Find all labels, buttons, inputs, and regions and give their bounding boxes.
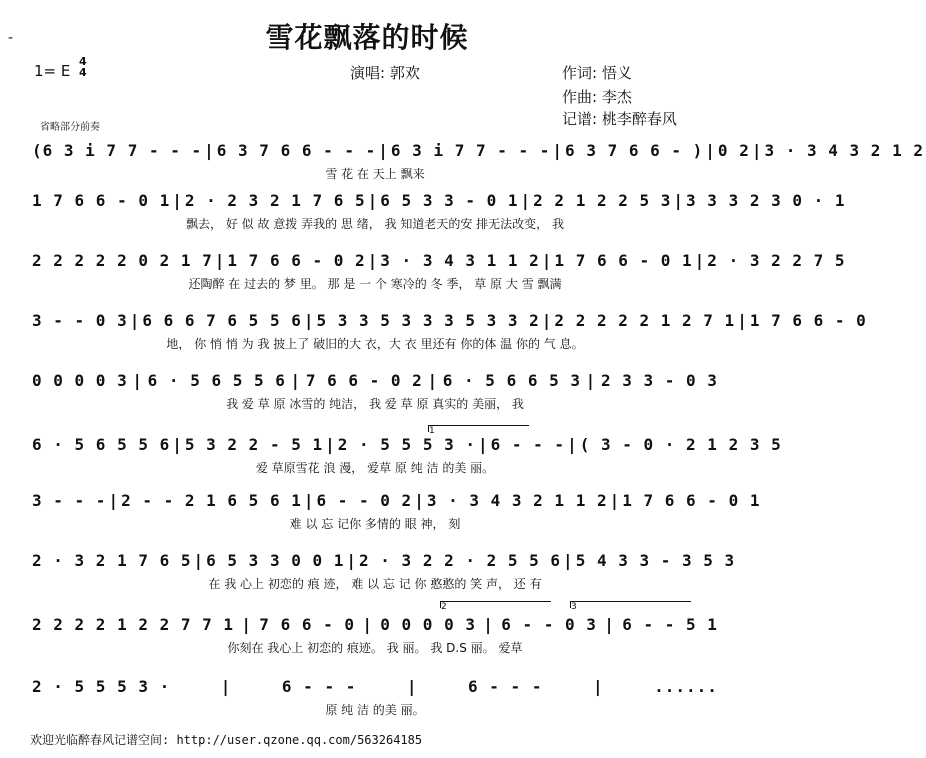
- measure: 3 3 3 2 3 0 · 1: [686, 190, 846, 210]
- measure: 2 · 3 2 2 · 2 5 5 6: [359, 550, 562, 570]
- notation-line-3: [30, 247, 846, 273]
- volta-3-label: 3: [571, 602, 577, 612]
- measure: 3 - - -: [32, 490, 107, 510]
- bar-line: |: [129, 310, 141, 330]
- bar-line: |: [737, 310, 748, 330]
- bar-line: |: [132, 370, 143, 390]
- bar-line: |: [367, 190, 379, 210]
- measure: 6 - - -: [490, 434, 566, 454]
- lyric-line-1: 雪 花 在 天上 飘来: [325, 167, 425, 181]
- measure: 2 2 1 2 2 5 3: [533, 190, 672, 210]
- measure: 5 3 3 5 3 3 3 5 3 3 2: [316, 310, 540, 330]
- bar-line: |: [552, 140, 564, 160]
- measure: 6 3 7 6 6 - ): [565, 140, 704, 160]
- bar-line: |: [303, 490, 315, 510]
- bar-line: |: [220, 676, 232, 696]
- measure: 6 6 6 7 6 5 5 6: [142, 310, 302, 330]
- measure: 6 - - 5 1: [622, 614, 718, 634]
- measure: 2 - - 2 1 6 5 6 1: [121, 490, 302, 510]
- bar-line: |: [520, 190, 532, 210]
- bar-line: |: [483, 614, 494, 634]
- lyric-line-3: 还陶醉 在 过去的 梦 里。 那 是 一 个 寒冷的 冬 季， 草 原 大 雪 飘满: [188, 277, 562, 291]
- bar-line: |: [705, 140, 716, 160]
- measure: 3 · 3 4 3 2 1 2: [764, 140, 924, 160]
- measure: 7 6 6 - 0: [259, 614, 355, 634]
- bar-line: |: [172, 434, 183, 454]
- measure: 5 3 2 2 - 5 1: [184, 434, 324, 454]
- bar-line: |: [567, 434, 578, 454]
- bar-line: |: [751, 140, 763, 160]
- bar-line: |: [541, 250, 553, 270]
- measure: 6 - - -: [281, 676, 357, 696]
- notation-line-1: [30, 137, 924, 163]
- notation-line-6: [30, 431, 782, 457]
- lyric-line-6: 爱 草原雪花 浪 漫， 爱草 原 纯 洁 的美 丽。: [255, 461, 495, 475]
- lyric-line-7: 难 以 忘 记你 多情的 眼 神， 刻: [289, 517, 461, 531]
- time-bottom: 4: [79, 66, 87, 79]
- measure: 0 0 0 0 3: [32, 370, 128, 390]
- measure: 6 · 5 6 5 5 6: [32, 434, 171, 454]
- measure: 1 7 6 6 - 0 1: [622, 490, 761, 510]
- measure: 6 3 7 6 6 - - -: [216, 140, 377, 160]
- measure: 6 5 3 3 0 0 1: [206, 550, 345, 570]
- measure: 2 · 5 5 5 3 ·: [337, 434, 476, 454]
- omit-note: 省略部分前奏: [40, 122, 100, 133]
- volta-2-label: 2: [441, 602, 447, 612]
- measure: 6 - - 0 3: [501, 614, 597, 634]
- notation-line-7: [30, 487, 761, 513]
- bar-line: |: [204, 140, 215, 160]
- bar-line: |: [214, 250, 226, 270]
- notation-line-2: [30, 187, 846, 213]
- bar-line: |: [362, 614, 373, 634]
- lyric-line-9: 你刻在 我心上 初恋的 痕迹。 我 丽。 我 D.S 丽。 爱草: [227, 641, 523, 655]
- composer: 作曲: 李杰: [562, 88, 632, 106]
- measure: 5 4 3 3 - 3 5 3: [575, 550, 736, 570]
- bar-line: |: [541, 310, 553, 330]
- volta-2: [440, 601, 551, 612]
- bar-line: |: [367, 250, 379, 270]
- bar-line: |: [427, 370, 439, 390]
- lyric-line-2: 飘去， 好 似 故 意拨 弄我的 思 绪， 我 知道老天的安 排无法改变， 我: [186, 217, 564, 231]
- measure: 6 5 3 3 - 0 1: [380, 190, 519, 210]
- measure: 3 - - 0 3: [32, 310, 128, 330]
- measure: 2 2 2 2 2 1 2 7 1: [554, 310, 736, 330]
- measure: 2 2 2 2 2 0 2 1 7: [32, 250, 213, 270]
- notation-line-9: [30, 611, 720, 637]
- volta-1: [428, 425, 529, 436]
- bar-line: |: [609, 490, 621, 510]
- bar-line: |: [592, 676, 604, 696]
- measure: 6 · 5 6 5 5 6: [147, 370, 286, 390]
- measure: 2 2 2 2 1 2 2 7 7 1: [32, 614, 235, 634]
- measure: 3 · 3 4 3 2 1 1 2: [426, 490, 608, 510]
- notation-line-5: [30, 367, 720, 393]
- measure: ......: [654, 676, 718, 696]
- notation-line-10: [30, 673, 720, 699]
- measure: (6 3 i 7 7 - - -: [32, 140, 203, 160]
- transcriber: 记谱: 桃李醉春风: [562, 110, 677, 128]
- volta-1-label: 1: [429, 426, 435, 436]
- measure: 0 0 0 0 3: [380, 614, 476, 634]
- song-title: 雪花飘落的时候: [265, 21, 469, 54]
- bar-line: |: [414, 490, 425, 510]
- measure: ( 3 - 0 · 2 1 2 3 5: [579, 434, 782, 454]
- measure: 2 · 3 2 2 7 5: [707, 250, 846, 270]
- lyric-line-4: 地， 你 悄 悄 为 我 披上了 破旧的大 衣，大 衣 里还有 你的体 温 你的 气 息。: [166, 337, 584, 351]
- key-signature: 1= E: [34, 62, 71, 80]
- lyricist: 作词: 悟义: [562, 64, 632, 82]
- lyric-line-8: 在 我 心上 初恋的 痕 迹， 难 以 忘 记 你 憨憨的 笑 声， 还 有: [208, 577, 542, 591]
- bar-line: |: [303, 310, 315, 330]
- measure: 6 · 5 6 6 5 3: [442, 370, 581, 390]
- volta-3: [570, 601, 691, 612]
- bar-line: |: [563, 550, 574, 570]
- lyric-line-5: 我 爱 草 原 冰雪的 纯洁， 我 爱 草 原 真实的 美丽， 我: [226, 397, 524, 411]
- bar-line: |: [325, 434, 336, 454]
- time-top: 4: [79, 55, 87, 68]
- bar-line: |: [378, 140, 389, 160]
- bar-line: |: [172, 190, 183, 210]
- bar-line: |: [290, 370, 302, 390]
- bar-line: |: [673, 190, 685, 210]
- measure: 1 7 6 6 - 0 1: [32, 190, 171, 210]
- measure: 2 · 5 5 5 3 ·: [32, 676, 171, 696]
- bar-line: |: [193, 550, 205, 570]
- page-dash: -: [8, 30, 14, 46]
- measure: 6 3 i 7 7 - - -: [390, 140, 551, 160]
- bar-line: |: [604, 614, 615, 634]
- bar-line: |: [477, 434, 489, 454]
- bar-line: |: [346, 550, 358, 570]
- bar-line: |: [241, 614, 252, 634]
- measure: 2 · 3 2 1 7 6 5: [32, 550, 192, 570]
- credit-line: 欢迎光临醉春风记谱空间: http://user.qzone.qq.com/563264185: [30, 733, 423, 747]
- measure: 2 · 2 3 2 1 7 6 5: [184, 190, 366, 210]
- time-signature: [79, 56, 87, 78]
- lyric-line-10: 原 纯 洁 的美 丽。: [325, 703, 425, 717]
- bar-line: |: [108, 490, 120, 510]
- measure: 1 7 6 6 - 0: [749, 310, 867, 330]
- singer: 演唱: 郭欢: [350, 64, 420, 82]
- measure: 1 7 6 6 - 0 2: [227, 250, 366, 270]
- measure: 3 · 3 4 3 1 1 2: [380, 250, 540, 270]
- measure: 0 2: [717, 140, 750, 160]
- measure: 2 3 3 - 0 3: [600, 370, 718, 390]
- measure: 6 - - -: [468, 676, 543, 696]
- bar-line: |: [406, 676, 418, 696]
- notation-line-8: [30, 547, 736, 573]
- measure: 1 7 6 6 - 0 1: [554, 250, 693, 270]
- measure: 7 6 6 - 0 2: [305, 370, 423, 390]
- bar-line: |: [694, 250, 706, 270]
- notation-line-4: [30, 307, 867, 333]
- measure: 6 - - 0 2: [316, 490, 413, 510]
- bar-line: |: [585, 370, 597, 390]
